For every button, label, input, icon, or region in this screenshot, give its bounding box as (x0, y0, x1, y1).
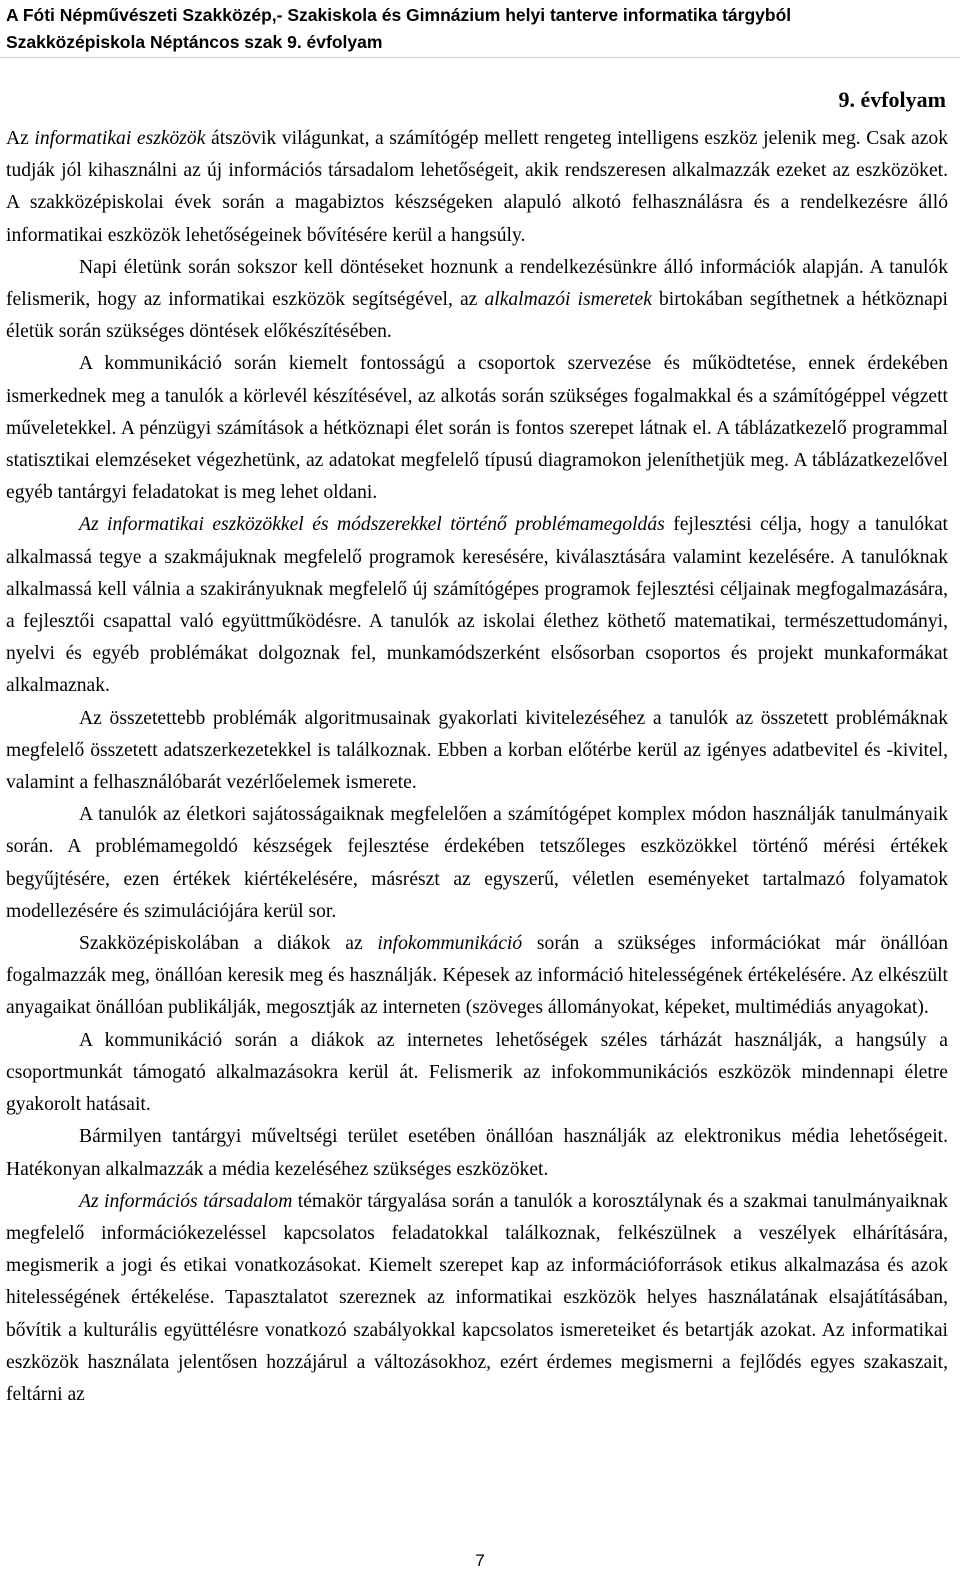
header-line-2: Szakközépiskola Néptáncos szak 9. évfolyam (6, 32, 383, 52)
p2-text-2: birtokában segíthetnek a hétköznapi életük során szükséges döntések előkészítésében. (6, 289, 949, 343)
paragraph-6: A tanulók az életkori sajátosságaiknak megfelelően a számítógépet komplex módon használják tanulmányaik során. A problémamegoldó készségek fejlesztése érdekében tetszőleges eszközökkel történő mérési értékek begyűjtésére, ezen értékek kiértékelésére, másrészt az egyszerű, véletlen eseményeket tartalmazó folyamatok modellezésére és szimulációjára kerül sor. (6, 804, 948, 922)
paragraph-4 (6, 509, 948, 702)
p4-text-1: fejlesztési célja, hogy a tanulókat alkalmassá tegye a szakmájuknak megfelelő programok keresésére, kiválasztására valamint kezelésére. A tanulóknak alkalmassá kell válnia a szakirányuknak megfelelő új számítógépes programok fejlesztési céljainak megfogalmazására, a fejlesztői csapattal való együttműködésre. A tanulók az iskolai élethez köthető matematikai, természettudományi, nyelvi és egyéb problémákat dolgoznak fel, munkamódszerként elsősorban csoportos és projekt munkaformákat alkalmaznak. (6, 514, 948, 697)
section-heading: 9. évfolyam (838, 87, 946, 112)
p2-emphasis: alkalmazói ismeretek (484, 289, 652, 311)
p1-text-1: Az (6, 128, 35, 149)
p7-text-2: során a szükséges információkat már önállóan fogalmazzák meg, önállóan keresik meg és használják. Képesek az információ hitelességének értékelésére. Az elkészült anyagaikat önállóan publikálják, megosztják az interneten (szöveges állományokat, képeket, multimédiás anyagokat). (6, 933, 948, 1019)
p10-text-1: témakör tárgyalása során a tanulók a korosztálynak és a szakmai tanulmányaiknak megfelelő információkezeléssel kapcsolatos feladatokkal találkoznak, felkészülnek a veszélyek elhárítására, megismerik a jogi és etikai vonatkozásokat. Kiemelt szerepet kap az információforrások etikus alkalmazása és azok hitelességének értékelése. Tapasztalatot szereznek az informatikai eszközök helyes használatának elsajátításában, bővítik a kulturális együttélésre vonatkozó szabályokkal kapcsolatos ismereteiket és betartják azokat. Az informatikai eszközök használata jelentősen hozzájárul a változásokhoz, ezért érdemes megismerni a fejlődés egyes szakaszait, feltárni az (6, 1190, 948, 1405)
paragraph-10 (6, 1186, 948, 1411)
p4-emphasis: Az informatikai eszközökkel és módszerekkel történő problémamegoldás (79, 514, 665, 536)
p10-emphasis: Az információs társadalom (79, 1190, 293, 1212)
p7-text-1: Szakközépiskolában a diákok az (79, 933, 378, 955)
paragraph-3: A kommunikáció során kiemelt fontosságú a csoportok szervezése és működtetése, ennek érdekében ismerkednek meg a tanulók a körlevél készítésével, az alkotás során szükséges fogalmakkal és a számítógéppel végzett műveletekkel. A pénzügyi számítások a hétköznapi élet során is fontos szerepet látnak el. A táblázatkezelő programmal statisztikai elemzéseket végezhetünk, az adatokat megfelelő típusú diagramokon jeleníthetjük meg. A táblázatkezelővel egyéb tantárgyi feladatokat is meg lehet oldani. (6, 353, 948, 504)
page-header (0, 0, 960, 58)
paragraph-8: A kommunikáció során a diákok az internetes lehetőségek széles tárházát használják, a hangsúly a csoportmunkát támogató alkalmazásokra kerül át. Felismerik az infokommunikációs eszközök mindennapi életre gyakorolt hatásait. (6, 1029, 948, 1116)
paragraph-1 (6, 123, 948, 252)
body-text (6, 123, 948, 1411)
paragraph-7 (6, 928, 948, 1025)
p2-text-1: Napi életünk során sokszor kell döntéseket hoznunk a rendelkezésünkre álló információk alapján. A tanulók felismerik, hogy az informatikai eszközök segítségével, az (6, 256, 948, 311)
paragraph-9: Bármilyen tantárgyi műveltségi terület esetében önállóan használják az elektronikus média lehetőségeit. Hatékonyan alkalmazzák a média kezeléséhez szükséges eszközöket. (6, 1126, 948, 1180)
p1-emphasis: informatikai eszközök (34, 128, 206, 149)
paragraph-5: Az összetettebb problémák algoritmusainak gyakorlati kivitelezéséhez a tanulók az összetett problémáknak megfelelő összetett adatszerkezetekkel is találkoznak. Ebben a korban előtérbe kerül az igényes adatbevitel és -kivitel, valamint a felhasználóbarát vezérlőelemek ismerete. (6, 707, 948, 794)
p1-text-2: átszövik világunkat, a számítógép mellett rengeteg intelligens eszköz jelenik meg. Csak azok tudják jól kihasználni az új információs társadalom lehetőségeit, akik rendszeresen alkalmazzák ezeket az eszközöket. A szakközépiskolai évek során a magabiztos készségeken alapuló alkotó felhasználásra és a rendelkezésre álló informatikai eszközök lehetőségeinek bővítésére kerül a hangsúly. (6, 128, 948, 246)
header-line-1: A Fóti Népművészeti Szakközép,- Szakiskola és Gimnázium helyi tanterve informatika tárgyból (6, 5, 792, 25)
paragraph-2 (6, 252, 948, 349)
page-number: 7 (475, 1551, 485, 1570)
p7-emphasis: infokommunikáció (377, 933, 523, 955)
